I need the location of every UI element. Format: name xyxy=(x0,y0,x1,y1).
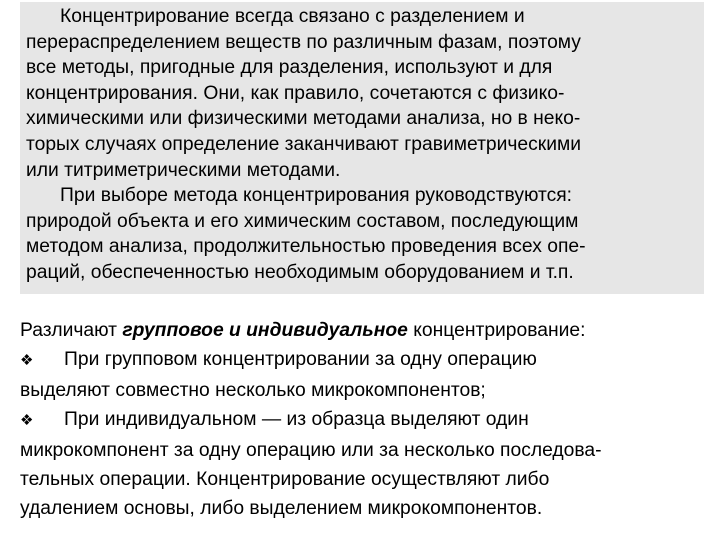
intro-prefix: Различают xyxy=(20,320,123,341)
text-line: концентрирования. Они, как правило, сочетаются с физико- xyxy=(26,82,565,104)
bullet-item-1 xyxy=(20,345,710,375)
text-line: природой объекта и его химическим составом, последующим xyxy=(26,210,579,232)
text-line: микрокомпонент за одну операцию или за несколько последова- xyxy=(20,439,602,461)
diamond-bullet-icon: ❖ xyxy=(20,412,34,430)
intro-emphasis: групповое и индивидуальное xyxy=(122,320,408,341)
paragraph-block-top xyxy=(20,2,704,294)
text-line: раций, обеспеченностью необходимым оборудованием и т.п. xyxy=(26,261,574,283)
text-line: химическими или физическими методами анализа, но в неко- xyxy=(26,108,581,130)
intro-suffix: концентрирование: xyxy=(407,320,586,341)
text-line: все методы, пригодные для разделения, используют и для xyxy=(26,57,553,79)
text-line: методом анализа, продолжительностью проведения всех опе- xyxy=(26,236,586,258)
bullet-text: При групповом концентрировании за одну операцию xyxy=(64,349,537,371)
text-line: перераспределением веществ по различным фазам, поэтому xyxy=(26,31,581,53)
text-line: тельных операции. Концентрирование осуществляют либо xyxy=(20,469,550,491)
text-line: При выборе метода концентрирования руководствуются: xyxy=(60,185,573,207)
text-line: выделяют совместно несколько микрокомпонентов; xyxy=(20,379,486,401)
intro-line xyxy=(20,316,710,345)
paragraph-block-bottom xyxy=(20,316,710,524)
text-line: удалением основы, либо выделением микрокомпонентов. xyxy=(20,498,543,520)
diamond-bullet-icon: ❖ xyxy=(20,352,34,370)
bullet-text: При индивидуальном — из образца выделяют один xyxy=(64,409,529,431)
text-line: торых случаях определение заканчивают гравиметрическими xyxy=(26,133,582,155)
text-line: или титриметрическими методами. xyxy=(26,159,341,181)
bullet-item-2 xyxy=(20,405,710,435)
text-line: Концентрирование всегда связано с разделением и xyxy=(60,6,525,27)
